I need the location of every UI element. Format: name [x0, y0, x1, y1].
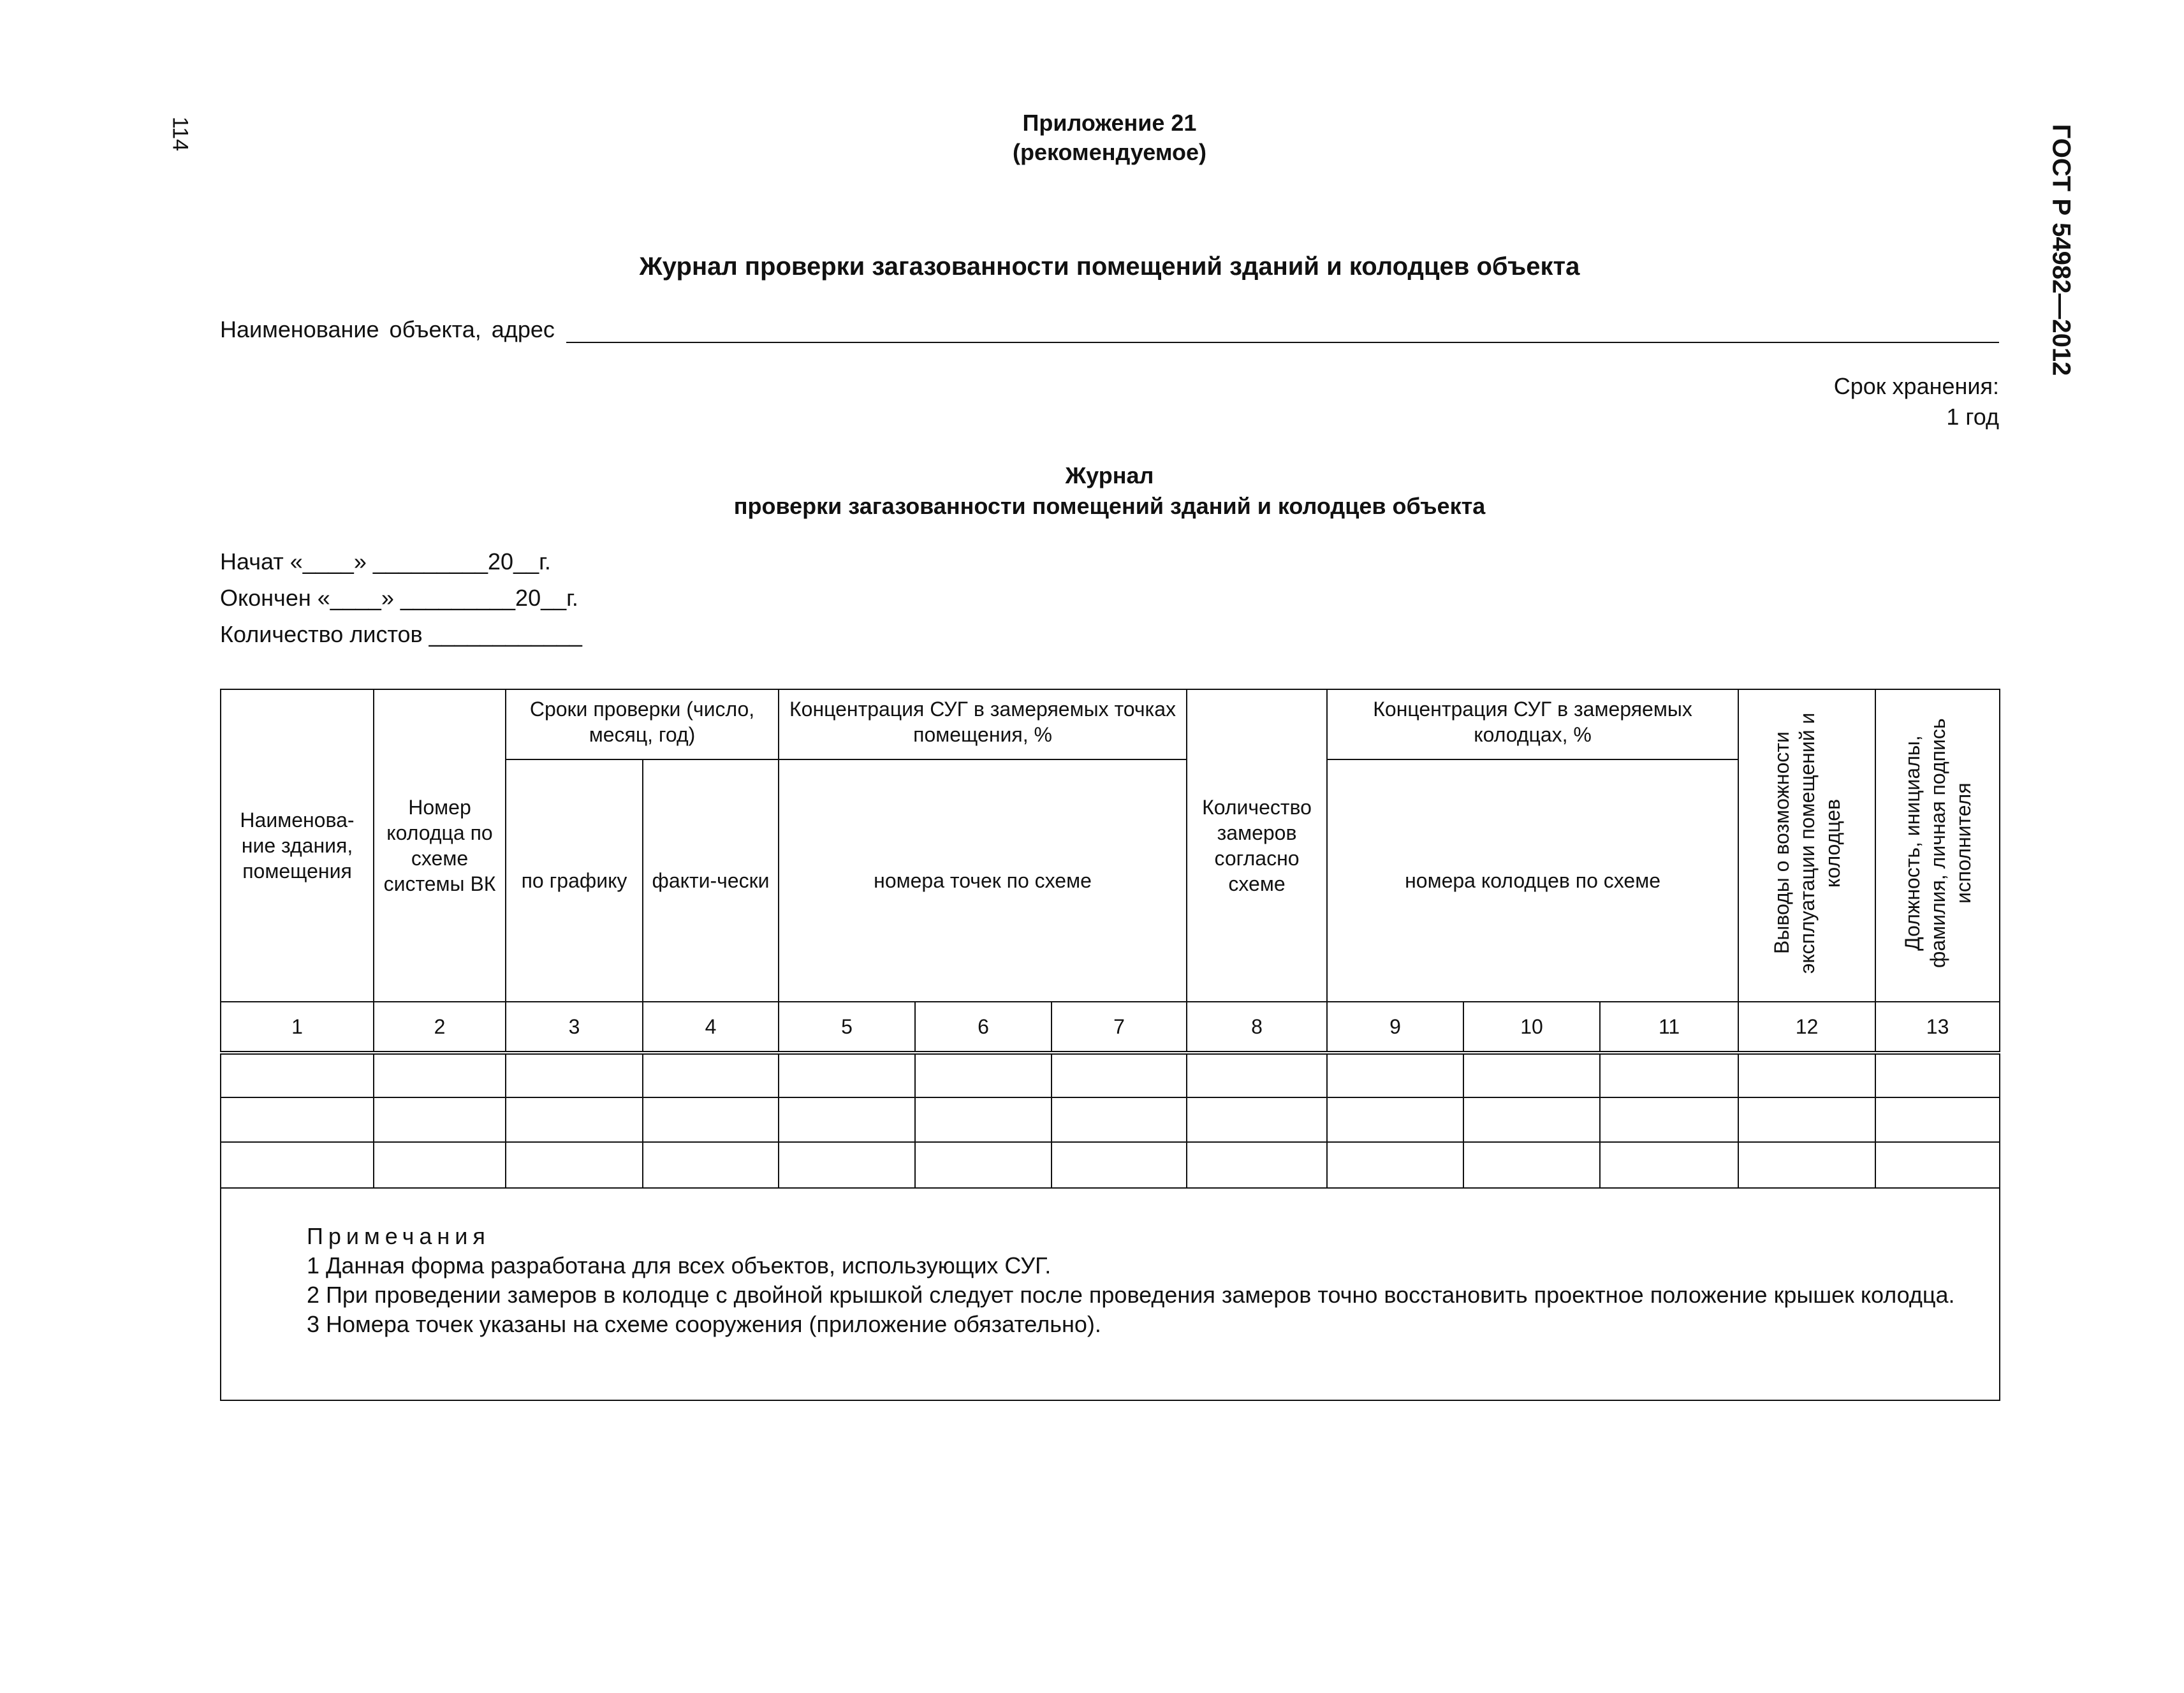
column-number: 11: [1600, 1002, 1738, 1053]
column-number-row: [221, 1002, 2000, 1053]
table-cell[interactable]: [1875, 1097, 2000, 1142]
appendix-title: Приложение 21: [1022, 110, 1197, 136]
notes-heading: Примечания: [307, 1223, 490, 1249]
column-number: 6: [915, 1002, 1052, 1053]
header-room-concentration: Концентрация СУГ в замеряемых точках помещения, %: [779, 689, 1187, 759]
table-cell[interactable]: [915, 1097, 1052, 1142]
table-cell[interactable]: [1187, 1142, 1327, 1188]
header-conclusions-text: Выводы о возможности эксплуатации помещений и колодцев: [1770, 712, 1844, 974]
journal-title-line2: проверки загазованности помещений зданий и колодцев объекта: [733, 493, 1486, 519]
table-cell[interactable]: [1875, 1053, 2000, 1097]
notes: [221, 1188, 2000, 1400]
header-row-1: [221, 689, 2000, 759]
started-line: Начат «____» _________20__г.: [220, 548, 551, 575]
table-cell[interactable]: [1738, 1053, 1875, 1097]
table-cell[interactable]: [1052, 1142, 1187, 1188]
table-cell[interactable]: [1600, 1142, 1738, 1188]
column-number: 10: [1463, 1002, 1600, 1053]
header-well-number: Номер колодца по схеме системы ВК: [374, 689, 506, 1002]
table-cell[interactable]: [1463, 1053, 1600, 1097]
table-cell[interactable]: [1187, 1097, 1327, 1142]
column-number: 9: [1327, 1002, 1463, 1053]
table-cell[interactable]: [1463, 1142, 1600, 1188]
note-item: 1 Данная форма разработана для всех объектов, использующих СУГ.: [307, 1252, 1052, 1279]
table-cell[interactable]: [1738, 1097, 1875, 1142]
table-cell[interactable]: [374, 1053, 506, 1097]
table-cell[interactable]: [221, 1142, 374, 1188]
page-number: 114: [168, 116, 193, 152]
header-building: Наименова-ние здания, помещения: [221, 689, 374, 1002]
header-by-schedule: по графику: [506, 759, 643, 1002]
object-field-blank[interactable]: [566, 318, 1999, 343]
table-cell[interactable]: [506, 1053, 643, 1097]
table-row: [221, 1097, 2000, 1142]
table-cell[interactable]: [221, 1097, 374, 1142]
header-well-numbers: номера колодцев по схеме: [1327, 759, 1738, 1002]
header-conclusions: [1738, 689, 1875, 1002]
table-cell[interactable]: [1600, 1053, 1738, 1097]
table-cell[interactable]: [506, 1142, 643, 1188]
finished-line: Окончен «____» _________20__г.: [220, 585, 578, 611]
table-cell[interactable]: [915, 1053, 1052, 1097]
column-number: 12: [1738, 1002, 1875, 1053]
journal-title-line1: Журнал: [1065, 462, 1154, 488]
object-field-label: Наименование объекта, адрес: [220, 316, 555, 342]
table-row: [221, 1142, 2000, 1188]
retention-period: [1834, 371, 1999, 432]
journal-meta: [220, 543, 582, 652]
column-number: 13: [1875, 1002, 2000, 1053]
table-cell[interactable]: [1600, 1097, 1738, 1142]
table-cell[interactable]: [1052, 1053, 1187, 1097]
column-number: 5: [779, 1002, 915, 1053]
column-number: 2: [374, 1002, 506, 1053]
table-cell[interactable]: [915, 1142, 1052, 1188]
header-measurements-count: Количество замеров согласно схеме: [1187, 689, 1327, 1002]
table-row: [221, 1053, 2000, 1097]
table-cell[interactable]: [643, 1142, 779, 1188]
table-cell[interactable]: [779, 1142, 915, 1188]
column-number: 7: [1052, 1002, 1187, 1053]
sheets-line: Количество листов ____________: [220, 621, 582, 647]
table-cell[interactable]: [374, 1142, 506, 1188]
header-executor-text: Должность, инициалы, фамилия, личная подпись исполнителя: [1900, 717, 1975, 968]
column-number: 3: [506, 1002, 643, 1053]
table-cell[interactable]: [1187, 1053, 1327, 1097]
table-cell[interactable]: [1463, 1097, 1600, 1142]
table-cell[interactable]: [1327, 1142, 1463, 1188]
table-cell[interactable]: [1738, 1142, 1875, 1188]
appendix-header: [638, 108, 1581, 167]
header-executor: [1875, 689, 2000, 1002]
object-field: [220, 316, 1999, 343]
table-cell[interactable]: [779, 1053, 915, 1097]
document-title: Журнал проверки загазованности помещений зданий и колодцев объекта: [639, 253, 1580, 281]
header-well-concentration: Концентрация СУГ в замеряемых колодцах, %: [1327, 689, 1738, 759]
table-cell[interactable]: [1052, 1097, 1187, 1142]
standard-code: ГОСТ Р 54982—2012: [2047, 124, 2076, 376]
table-cell[interactable]: [779, 1097, 915, 1142]
table-cell[interactable]: [506, 1097, 643, 1142]
header-actual: факти-чески: [643, 759, 779, 1002]
table-cell[interactable]: [1327, 1097, 1463, 1142]
header-check-dates: Сроки проверки (число, месяц, год): [506, 689, 779, 759]
table-cell[interactable]: [1327, 1053, 1463, 1097]
notes-row: [221, 1188, 2000, 1400]
table-cell[interactable]: [374, 1097, 506, 1142]
note-item: 2 При проведении замеров в колодце с двойной крышкой следует после проведения замеров точно восстановить проектное положение крышек колодца.: [307, 1282, 1955, 1308]
table-cell[interactable]: [643, 1097, 779, 1142]
table-cell[interactable]: [643, 1053, 779, 1097]
retention-value: 1 год: [1946, 404, 1999, 430]
column-number: 1: [221, 1002, 374, 1053]
column-number: 4: [643, 1002, 779, 1053]
note-item: 3 Номера точек указаны на схеме сооружения (приложение обязательно).: [307, 1311, 1101, 1337]
table-cell[interactable]: [1875, 1142, 2000, 1188]
header-point-numbers: номера точек по схеме: [779, 759, 1187, 1002]
journal-table: [220, 689, 2000, 1401]
column-number: 8: [1187, 1002, 1327, 1053]
journal-title: [220, 460, 1999, 522]
appendix-type: (рекомендуемое): [1013, 139, 1206, 165]
retention-label: Срок хранения:: [1833, 373, 1999, 399]
table-cell[interactable]: [221, 1053, 374, 1097]
